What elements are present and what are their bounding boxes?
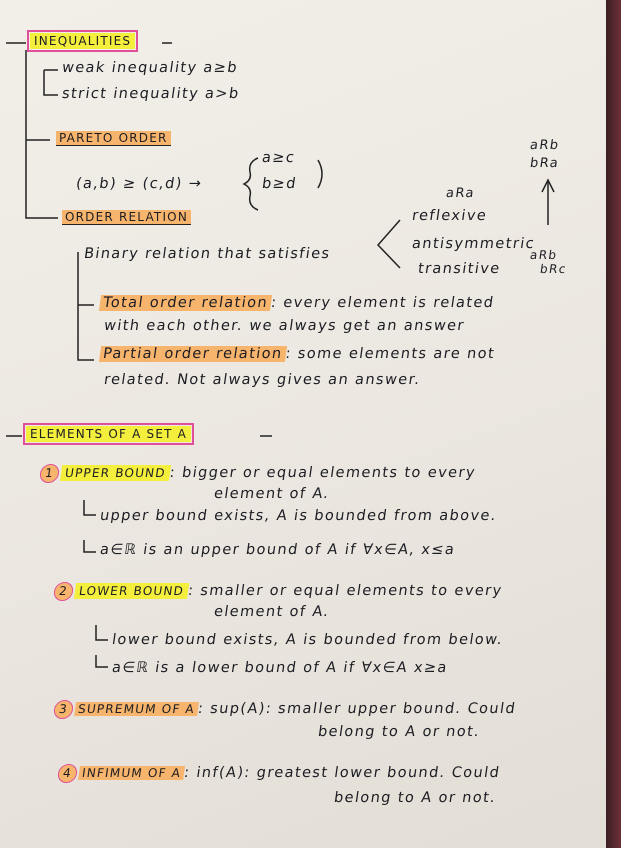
item-number-1: 1: [39, 464, 61, 483]
item-number-3: 3: [53, 700, 75, 719]
partial-order-line-1: Partial order relation: some elements are not: [99, 346, 496, 362]
supremum-title: SUPREMUM OF A: [74, 702, 199, 716]
property-transitive: transitive: [416, 261, 502, 277]
pareto-heading: PARETO ORDER: [56, 131, 171, 145]
partial-order-label: Partial order relation: [99, 346, 287, 362]
main-branch: [26, 50, 58, 218]
total-order-line-1: Total order relation: every element is related: [99, 295, 496, 311]
note-bRa: bRa: [528, 156, 561, 171]
inequality-branch: [44, 70, 58, 95]
property-antisymmetric: antisymmetric: [410, 236, 537, 252]
infimum-line-2: belong to A or not.: [332, 790, 498, 806]
upper-branch-1: [84, 500, 96, 515]
upper-bound-line-3: upper bound exists, A is bounded from above.: [98, 508, 498, 524]
lower-bound-line-2: element of A.: [212, 604, 331, 620]
property-reflexive: reflexive: [410, 208, 489, 224]
note-aRa: aRa: [444, 186, 476, 201]
upper-bound-line-1: 1 UPPER BOUND : bigger or equal elements to every: [39, 464, 477, 483]
note-aRb: aRb: [528, 138, 561, 153]
relation-branch: [78, 252, 94, 360]
lower-bound-title: LOWER BOUND: [74, 583, 189, 599]
partial-order-line-2: related. Not always gives an answer.: [102, 372, 422, 388]
total-order-line-2: with each other. we always get an answer: [102, 318, 466, 334]
inequalities-heading: INEQUALITIES: [30, 34, 135, 48]
infimum-title: INFIMUM OF A: [78, 766, 185, 780]
lower-bound-line-3: lower bound exists, A is bounded from below.: [110, 632, 505, 648]
total-order-label: Total order relation: [99, 295, 272, 311]
binary-relation-text: Binary relation that satisfies: [82, 246, 332, 262]
item-number-2: 2: [53, 582, 75, 601]
supremum-line-2: belong to A or not.: [316, 724, 482, 740]
upper-bound-title: UPPER BOUND: [60, 465, 171, 481]
pareto-condition-1: a≥c: [260, 150, 297, 166]
weak-inequality: weak inequality a≥b: [60, 60, 239, 76]
upper-bound-line-4: a∈ℝ is an upper bound of A if ∀x∈A, x≤a: [98, 542, 457, 558]
pareto-formula: (a,b) ≥ (c,d) →: [74, 176, 204, 192]
lower-bound-line-1: 2 LOWER BOUND : smaller or equal elements to every: [53, 582, 504, 601]
elements-heading: ELEMENTS OF A SET A: [26, 427, 191, 441]
strict-inequality: strict inequality a>b: [60, 86, 241, 102]
order-relation-heading: ORDER RELATION: [62, 210, 191, 224]
lower-branch-1: [96, 625, 108, 640]
lower-branch-2: [96, 655, 108, 667]
upper-branch-2: [84, 540, 96, 552]
note-bRc: bRc: [539, 262, 568, 276]
pareto-brace-right: [318, 160, 322, 188]
relation-angle: [378, 220, 400, 268]
lower-bound-line-4: a∈ℝ is a lower bound of A if ∀x∈A x≥a: [110, 660, 449, 676]
item-number-4: 4: [57, 764, 79, 783]
pareto-brace: [244, 158, 258, 210]
pareto-condition-2: b≥d: [260, 176, 298, 192]
upper-bound-line-2: element of A.: [212, 486, 331, 502]
note-aRb-2: aRb: [529, 248, 559, 262]
supremum-line-1: 3 SUPREMUM OF A: sup(A): smaller upper bound. Could: [53, 700, 518, 719]
infimum-line-1: 4 INFIMUM OF A: inf(A): greatest lower bound. Could: [57, 764, 502, 783]
